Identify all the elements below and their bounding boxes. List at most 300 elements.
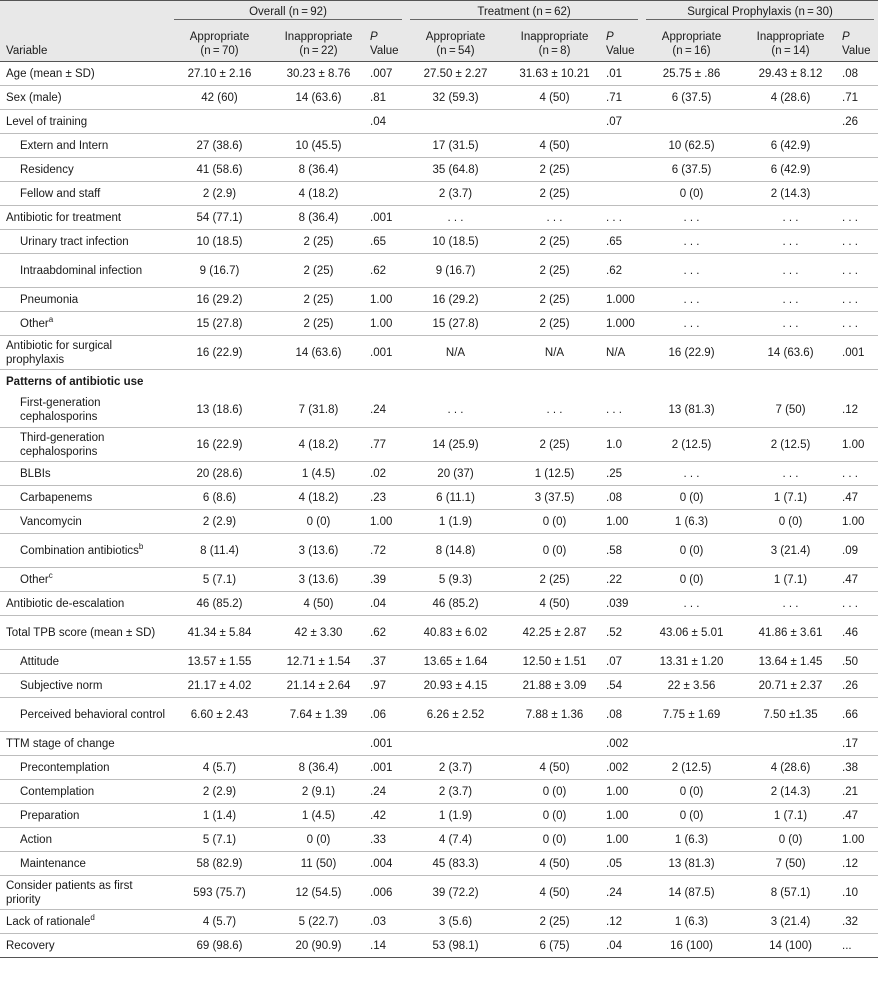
p-value-cell: 1.00 — [368, 288, 406, 312]
value-cell: 4 (18.2) — [269, 486, 368, 510]
value-cell — [269, 110, 368, 134]
table-row — [0, 370, 878, 394]
value-cell: 20 (90.9) — [269, 934, 368, 958]
value-cell: 4 (50) — [505, 756, 604, 780]
row-label-text: Preparation — [20, 809, 80, 822]
row-label — [0, 394, 170, 428]
footnote-marker: b — [138, 541, 144, 551]
value-cell: 7.50 ±1.35 — [741, 698, 840, 732]
value-cell — [642, 370, 741, 394]
row-label-text: Precontemplation — [20, 761, 110, 774]
value-cell: N/A — [505, 336, 604, 370]
p-value-cell: .001 — [368, 732, 406, 756]
col-header-treatment-appropriate — [406, 23, 505, 62]
value-cell: 5 (7.1) — [170, 568, 269, 592]
value-cell: 0 (0) — [505, 828, 604, 852]
table-row — [0, 230, 878, 254]
value-cell: 14 (100) — [741, 934, 840, 958]
value-cell: 25.75 ± .86 — [642, 62, 741, 86]
value-cell — [406, 110, 505, 134]
value-cell: 46 (85.2) — [170, 592, 269, 616]
value-cell: 29.43 ± 8.12 — [741, 62, 840, 86]
table-row — [0, 910, 878, 934]
value-cell: 5 (7.1) — [170, 828, 269, 852]
value-cell: 6.26 ± 2.52 — [406, 698, 505, 732]
row-label-text: TTM stage of change — [6, 737, 115, 750]
value-cell: 41.34 ± 5.84 — [170, 616, 269, 650]
p-value-cell: 1.00 — [604, 828, 642, 852]
value-cell: 6 (42.9) — [741, 158, 840, 182]
section-label — [0, 370, 170, 394]
row-label-text: Vancomycin — [20, 515, 82, 528]
table-row — [0, 698, 878, 732]
p-value-cell: 1.000 — [604, 312, 642, 336]
p-value-cell: .04 — [604, 934, 642, 958]
value-cell: 0 (0) — [505, 780, 604, 804]
table-row — [0, 674, 878, 698]
value-cell: 2 (25) — [269, 230, 368, 254]
p-value-cell: .71 — [604, 86, 642, 110]
value-cell: 1 (6.3) — [642, 828, 741, 852]
value-cell: 42.25 ± 2.87 — [505, 616, 604, 650]
value-cell: 7.75 ± 1.69 — [642, 698, 741, 732]
value-cell: 0 (0) — [642, 780, 741, 804]
p-value-cell: .001 — [368, 756, 406, 780]
p-value-cell: .07 — [604, 650, 642, 674]
row-label-text: Action — [20, 833, 52, 846]
value-cell: 0 (0) — [505, 804, 604, 828]
value-cell — [406, 370, 505, 394]
value-cell: 53 (98.1) — [406, 934, 505, 958]
value-cell: 2 (25) — [269, 312, 368, 336]
group-header-overall — [170, 1, 406, 24]
value-cell — [741, 370, 840, 394]
value-cell: 8 (36.4) — [269, 158, 368, 182]
p-value-cell: 1.0 — [604, 428, 642, 462]
row-label — [0, 732, 170, 756]
group-header-treatment — [406, 1, 642, 24]
p-value-cell: .39 — [368, 568, 406, 592]
p-value-cell — [840, 134, 878, 158]
row-label — [0, 804, 170, 828]
col-header-n: (n = 14) — [771, 45, 810, 57]
value-cell: 6 (37.5) — [642, 158, 741, 182]
table-row — [0, 756, 878, 780]
row-label — [0, 254, 170, 288]
p-value-cell: .17 — [840, 732, 878, 756]
row-label-text: Antibiotic de-escalation — [6, 597, 125, 610]
value-cell: 0 (0) — [642, 568, 741, 592]
value-cell: 10 (18.5) — [406, 230, 505, 254]
p-value-cell: .47 — [840, 486, 878, 510]
p-value-cell: . . . — [840, 254, 878, 288]
value-cell: 7.64 ± 1.39 — [269, 698, 368, 732]
row-label-text: Patterns of antibiotic use — [6, 375, 144, 388]
value-cell: . . . — [642, 254, 741, 288]
table-row — [0, 510, 878, 534]
value-cell: 41.86 ± 3.61 — [741, 616, 840, 650]
value-cell: 13 (81.3) — [642, 394, 741, 428]
value-cell: 0 (0) — [642, 182, 741, 206]
table-row — [0, 288, 878, 312]
value-cell: . . . — [741, 254, 840, 288]
p-value-cell: 1.00 — [368, 510, 406, 534]
p-value-cell: .46 — [840, 616, 878, 650]
value-cell: 2 (25) — [505, 254, 604, 288]
value-cell: 0 (0) — [642, 486, 741, 510]
p-value-cell: 1.00 — [840, 510, 878, 534]
row-label — [0, 230, 170, 254]
p-value-cell — [604, 158, 642, 182]
p-value-cell: .22 — [604, 568, 642, 592]
value-cell: N/A — [406, 336, 505, 370]
value-cell: 5 (22.7) — [269, 910, 368, 934]
value-cell: 4 (28.6) — [741, 756, 840, 780]
row-label-text: Total TPB score (mean ± SD) — [6, 626, 156, 639]
value-cell: . . . — [741, 592, 840, 616]
value-cell — [505, 732, 604, 756]
col-header-overall-appropriate — [170, 23, 269, 62]
p-value-cell: .10 — [840, 876, 878, 910]
p-value-cell: .001 — [368, 336, 406, 370]
value-cell: 58 (82.9) — [170, 852, 269, 876]
p-value-cell: .47 — [840, 568, 878, 592]
value-cell: 7.88 ± 1.36 — [505, 698, 604, 732]
value-cell: 27.10 ± 2.16 — [170, 62, 269, 86]
row-label-text: Antibiotic for surgical prophylaxis — [6, 339, 113, 366]
p-value-cell — [368, 182, 406, 206]
p-value-cell: .47 — [840, 804, 878, 828]
value-cell: 6 (11.1) — [406, 486, 505, 510]
value-cell — [741, 110, 840, 134]
value-cell: 1 (4.5) — [269, 462, 368, 486]
p-value-cell: . . . — [840, 462, 878, 486]
value-cell: 30.23 ± 8.76 — [269, 62, 368, 86]
row-label — [0, 828, 170, 852]
row-label — [0, 568, 170, 592]
value-cell: 17 (31.5) — [406, 134, 505, 158]
row-label-text: Contemplation — [20, 785, 95, 798]
col-header-label: Inappropriate — [520, 31, 589, 43]
p-value-cell: . . . — [604, 206, 642, 230]
p-value-cell — [368, 158, 406, 182]
p-value-cell: .38 — [840, 756, 878, 780]
value-cell: 9 (16.7) — [170, 254, 269, 288]
value-cell: 0 (0) — [741, 510, 840, 534]
row-label-text: Lack of rationale — [6, 915, 91, 928]
row-label — [0, 780, 170, 804]
value-cell: 13 (81.3) — [642, 852, 741, 876]
p-value-word: Value — [370, 45, 399, 57]
value-cell: 43.06 ± 5.01 — [642, 616, 741, 650]
p-value-cell: .09 — [840, 534, 878, 568]
p-value-cell: .21 — [840, 780, 878, 804]
row-label — [0, 182, 170, 206]
p-value-cell: .05 — [604, 852, 642, 876]
row-label-text: Carbapenems — [20, 491, 93, 504]
value-cell: . . . — [406, 206, 505, 230]
p-value-cell: 1.00 — [604, 510, 642, 534]
table-row — [0, 486, 878, 510]
value-cell: 1 (1.9) — [406, 510, 505, 534]
p-value-cell: .06 — [368, 698, 406, 732]
value-cell: 1 (1.9) — [406, 804, 505, 828]
row-label-text: Perceived behavioral control — [20, 708, 166, 721]
value-cell: 14 (63.6) — [269, 336, 368, 370]
value-cell: 35 (64.8) — [406, 158, 505, 182]
p-value-cell — [840, 182, 878, 206]
value-cell: . . . — [642, 288, 741, 312]
value-cell: 1 (4.5) — [269, 804, 368, 828]
p-value-cell: . . . — [840, 206, 878, 230]
value-cell: 4 (18.2) — [269, 428, 368, 462]
table-row — [0, 828, 878, 852]
value-cell — [269, 732, 368, 756]
value-cell: 46 (85.2) — [406, 592, 505, 616]
p-value-cell: .007 — [368, 62, 406, 86]
value-cell: 0 (0) — [269, 510, 368, 534]
row-label — [0, 486, 170, 510]
p-value-cell: . . . — [840, 312, 878, 336]
table-row — [0, 62, 878, 86]
value-cell: 16 (29.2) — [170, 288, 269, 312]
p-value-cell: .81 — [368, 86, 406, 110]
table-row — [0, 592, 878, 616]
p-value-cell — [604, 134, 642, 158]
value-cell: 2 (12.5) — [642, 756, 741, 780]
row-label-text: Urinary tract infection — [20, 235, 129, 248]
value-cell: 11 (50) — [269, 852, 368, 876]
row-label — [0, 86, 170, 110]
col-header-treatment-p-value — [604, 23, 642, 62]
value-cell: 2 (25) — [269, 288, 368, 312]
p-value-cell: .004 — [368, 852, 406, 876]
value-cell: 41 (58.6) — [170, 158, 269, 182]
row-label — [0, 650, 170, 674]
value-cell — [741, 732, 840, 756]
table-row — [0, 110, 878, 134]
value-cell: 593 (75.7) — [170, 876, 269, 910]
value-cell: 1 (7.1) — [741, 486, 840, 510]
table-row — [0, 534, 878, 568]
table-row — [0, 86, 878, 110]
p-value-cell: .12 — [604, 910, 642, 934]
table-row — [0, 158, 878, 182]
row-label-text: Extern and Intern — [20, 139, 109, 152]
p-value-cell: .58 — [604, 534, 642, 568]
p-value-cell: .62 — [368, 254, 406, 288]
p-value-cell: .66 — [840, 698, 878, 732]
value-cell: 6 (75) — [505, 934, 604, 958]
value-cell: 27.50 ± 2.27 — [406, 62, 505, 86]
p-value-cell: .54 — [604, 674, 642, 698]
value-cell: 42 (60) — [170, 86, 269, 110]
value-cell: 4 (50) — [505, 134, 604, 158]
footnote-marker: a — [48, 314, 54, 324]
value-cell: 4 (18.2) — [269, 182, 368, 206]
p-value-cell: .07 — [604, 110, 642, 134]
table-row — [0, 182, 878, 206]
value-cell: 20 (37) — [406, 462, 505, 486]
col-header-label: Appropriate — [425, 31, 486, 43]
row-label — [0, 756, 170, 780]
value-cell: 2 (14.3) — [741, 780, 840, 804]
value-cell: 6.60 ± 2.43 — [170, 698, 269, 732]
col-header-overall-inappropriate — [269, 23, 368, 62]
col-header-label: Inappropriate — [756, 31, 825, 43]
value-cell: 16 (22.9) — [170, 428, 269, 462]
variable-header: Variable — [0, 1, 170, 62]
col-header-label: Appropriate — [661, 31, 722, 43]
value-cell — [406, 732, 505, 756]
p-value-cell: .039 — [604, 592, 642, 616]
value-cell: 2 (3.7) — [406, 182, 505, 206]
p-value-cell: .25 — [604, 462, 642, 486]
row-label-text: Third-generation cephalosporins — [20, 431, 105, 458]
value-cell: . . . — [741, 312, 840, 336]
p-value-cell: .71 — [840, 86, 878, 110]
value-cell: 4 (50) — [269, 592, 368, 616]
value-cell — [505, 370, 604, 394]
value-cell: 4 (5.7) — [170, 910, 269, 934]
value-cell: 45 (83.3) — [406, 852, 505, 876]
value-cell: 12 (54.5) — [269, 876, 368, 910]
p-value-cell: .77 — [368, 428, 406, 462]
p-value-cell: .12 — [840, 852, 878, 876]
value-cell: 7 (50) — [741, 852, 840, 876]
value-cell: 69 (98.6) — [170, 934, 269, 958]
value-cell: 40.83 ± 6.02 — [406, 616, 505, 650]
value-cell: 16 (22.9) — [170, 336, 269, 370]
row-label-text: Age (mean ± SD) — [6, 67, 95, 80]
value-cell: 6 (42.9) — [741, 134, 840, 158]
value-cell: 6 (8.6) — [170, 486, 269, 510]
value-cell: 12.71 ± 1.54 — [269, 650, 368, 674]
col-header-label: Appropriate — [189, 31, 250, 43]
row-label-text: Other — [20, 573, 49, 586]
value-cell: 3 (5.6) — [406, 910, 505, 934]
value-cell: 7 (50) — [741, 394, 840, 428]
value-cell: . . . — [505, 394, 604, 428]
value-cell: 2 (25) — [505, 158, 604, 182]
col-header-surgical-p-value — [840, 23, 878, 62]
value-cell: . . . — [642, 230, 741, 254]
p-value-cell: .52 — [604, 616, 642, 650]
value-cell: 14 (25.9) — [406, 428, 505, 462]
value-cell: 8 (36.4) — [269, 206, 368, 230]
p-value-cell: .42 — [368, 804, 406, 828]
row-label-text: Level of training — [6, 115, 88, 128]
p-symbol: P — [842, 31, 850, 43]
table-row — [0, 312, 878, 336]
value-cell: 54 (77.1) — [170, 206, 269, 230]
p-value-cell: 1.00 — [840, 428, 878, 462]
value-cell: 16 (100) — [642, 934, 741, 958]
p-value-cell: .65 — [368, 230, 406, 254]
value-cell: 1 (6.3) — [642, 510, 741, 534]
value-cell: 32 (59.3) — [406, 86, 505, 110]
row-label — [0, 134, 170, 158]
p-value-cell: .24 — [368, 780, 406, 804]
value-cell: . . . — [642, 312, 741, 336]
p-value-cell — [840, 158, 878, 182]
value-cell: 3 (37.5) — [505, 486, 604, 510]
value-cell: 14 (63.6) — [741, 336, 840, 370]
table-header — [0, 1, 878, 62]
value-cell — [642, 110, 741, 134]
table-row — [0, 852, 878, 876]
row-label-text: Attitude — [20, 655, 59, 668]
value-cell: . . . — [741, 288, 840, 312]
table-body — [0, 62, 878, 958]
value-cell: . . . — [741, 206, 840, 230]
value-cell: 8 (36.4) — [269, 756, 368, 780]
table-row — [0, 934, 878, 958]
p-symbol: P — [606, 31, 614, 43]
table-row — [0, 254, 878, 288]
table-row — [0, 650, 878, 674]
value-cell — [642, 732, 741, 756]
row-label — [0, 876, 170, 910]
value-cell: . . . — [642, 462, 741, 486]
p-value-cell: .72 — [368, 534, 406, 568]
value-cell: 0 (0) — [642, 534, 741, 568]
value-cell: 2 (2.9) — [170, 182, 269, 206]
row-label-text: Recovery — [6, 939, 55, 952]
group-header-row — [0, 1, 878, 24]
p-value-cell: .97 — [368, 674, 406, 698]
value-cell: 1 (6.3) — [642, 910, 741, 934]
row-label-text: First-generation cephalosporins — [20, 397, 101, 424]
p-value-cell: .26 — [840, 110, 878, 134]
value-cell: 21.17 ± 4.02 — [170, 674, 269, 698]
value-cell — [170, 732, 269, 756]
p-value-word: Value — [606, 45, 635, 57]
value-cell — [505, 110, 604, 134]
row-label — [0, 462, 170, 486]
p-value-cell: .26 — [840, 674, 878, 698]
value-cell: 2 (25) — [505, 312, 604, 336]
value-cell: 1 (1.4) — [170, 804, 269, 828]
value-cell: 2 (25) — [269, 254, 368, 288]
row-label — [0, 910, 170, 934]
p-value-cell: 1.00 — [604, 780, 642, 804]
p-value-cell: . . . — [840, 592, 878, 616]
value-cell: 8 (57.1) — [741, 876, 840, 910]
value-cell: 3 (13.6) — [269, 568, 368, 592]
row-label — [0, 616, 170, 650]
table-row — [0, 462, 878, 486]
row-label — [0, 428, 170, 462]
value-cell: . . . — [741, 230, 840, 254]
col-header-overall-p-value — [368, 23, 406, 62]
footnote-marker: d — [90, 912, 95, 922]
value-cell: 13.31 ± 1.20 — [642, 650, 741, 674]
p-value-cell — [368, 134, 406, 158]
value-cell: 16 (29.2) — [406, 288, 505, 312]
value-cell: 1 (7.1) — [741, 568, 840, 592]
value-cell: 0 (0) — [505, 534, 604, 568]
col-header-n: (n = 70) — [200, 45, 239, 57]
p-value-cell: .33 — [368, 828, 406, 852]
value-cell: 4 (5.7) — [170, 756, 269, 780]
table-row — [0, 616, 878, 650]
value-cell: 2 (12.5) — [642, 428, 741, 462]
value-cell: 20 (28.6) — [170, 462, 269, 486]
table-row — [0, 804, 878, 828]
value-cell: 4 (7.4) — [406, 828, 505, 852]
p-value-cell — [368, 370, 406, 394]
